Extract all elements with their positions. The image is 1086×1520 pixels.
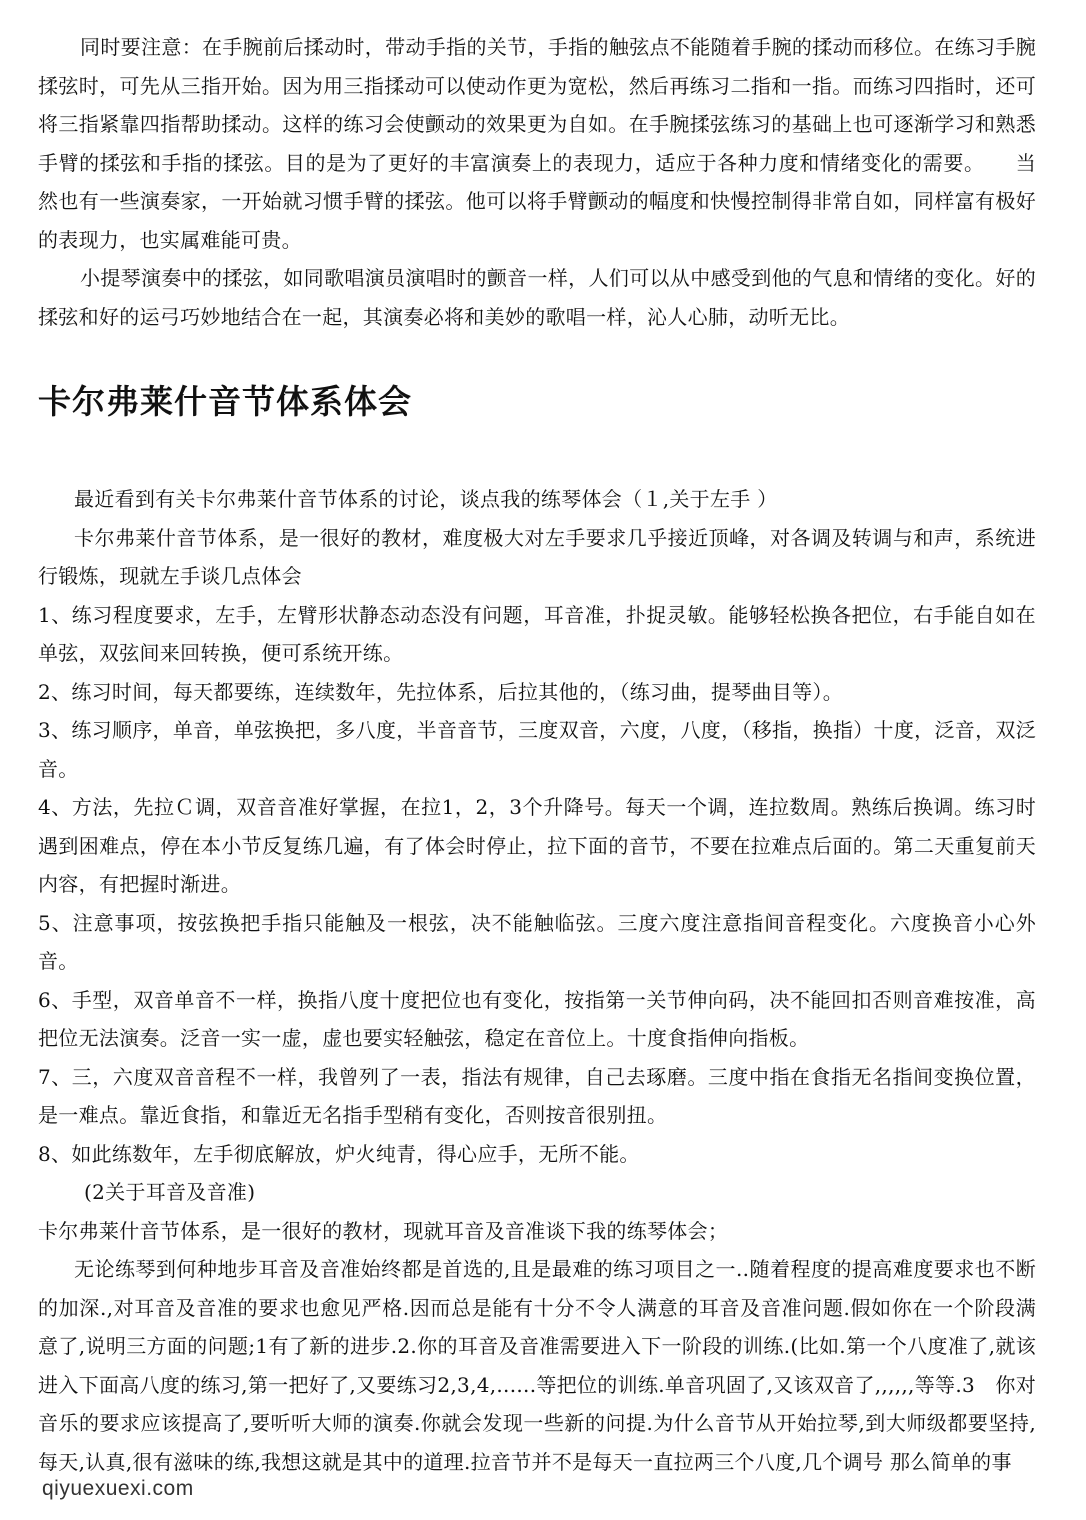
section-title: 卡尔弗莱什音节体系体会 [38, 382, 412, 421]
paragraph-vibrato-wrist: 同时要注意：在手腕前后揉动时，带动手指的关节，手指的触弦点不能随着手腕的揉动而移位。在练习手腕揉弦时，可先从三指开始。因为用三指揉动可以使动作更为宽松，然后再练习二指和一指。而练习四指时，还可将三指紧靠四指帮助揉动。这样的练习会使颤动的效果更为自如。在手腕揉弦练习的基础上也可逐渐学习和熟悉手臂的揉弦和手指的揉弦。目的是为了更好的丰富演奏上的表现力，适应于各种力度和情绪变化的需要。 当然也有一些演奏家，一开始就习惯手臂的揉弦。他可以将手臂颤动的幅度和快慢控制得非常自如，同样富有极好的表现力，也实属难能可贵。 [38, 35, 1036, 252]
paragraph-ear-intro: 卡尔弗莱什音节体系，是一很好的教材，现就耳音及音准谈下我的练琴体会； [38, 1218, 729, 1243]
list-item: 1、练习程度要求，左手，左臂形状静态动态没有问题，耳音准，扑捉灵敏。能够轻松换各把位，右手能自如在单弦，双弦间来回转换，便可系统开练。 [38, 602, 1036, 665]
list-item: 8、如此练数年，左手彻底解放，炉火纯青，得心应手，无所不能。 [38, 1141, 640, 1166]
list-item: 6、手型，双音单音不一样，换指八度十度把位也有变化，按指第一关节伸向码，决不能回扣否则音难按准，高把位无法演奏。泛音一实一虚，虚也要实轻触弦，稳定在音位上。十度食指伸向指板。 [38, 987, 1036, 1050]
list-item: 5、注意事项，按弦换把手指只能触及一根弦，决不能触临弦。三度六度注意指间音程变化。六度换音小心外音。 [38, 910, 1036, 973]
paragraph-vibrato-summary: 小提琴演奏中的揉弦，如同歌唱演员演唱时的颤音一样，人们可以从中感受到他的气息和情绪的变化。好的揉弦和好的运弓巧妙地结合在一起，其演奏必将和美妙的歌唱一样，沁人心肺，动听无比。 [38, 266, 1036, 329]
watermark-logo: qiyuexuexi.com [38, 1477, 198, 1501]
paragraph-ear-long: 无论练琴到何种地步耳音及音准始终都是首选的,且是最难的练习项目之一..随着程度的提高难度要求也不断的加深.,对耳音及音准的要求也愈见严格.因而总是能有十分不令人满意的耳音及音准问题.假如你在一个阶段满意了,说明三方面的问题;1有了新的进步.2.你的耳音及音准需要进入下一阶段的训练.(比如.第一个八度准了,就该进入下面高八度的练习,第一把好了,又要练习2,3,4,......等把位的训练.单音巩固了,又该双音了,,,,,,等等.3 你对音乐的要求应该提高了,要听听大师的演奏.你就会发现一些新的问提.为什么音节从开始拉琴,到大师级都要坚持,每天,认真,很有滋味的练,我想这就是其中的道理.拉音节并不是每天一直拉两三个八度,几个调号 那么简单的事 [38, 1257, 1036, 1474]
paragraph-intro: 最近看到有关卡尔弗莱什音节体系的讨论，谈点我的练琴体会（１,关于左手 ） [74, 487, 778, 511]
paragraph-intro-2: 卡尔弗莱什音节体系，是一很好的教材，难度极大对左手要求几乎接近顶峰，对各调及转调与和声，系统进行锻炼，现就左手谈几点体会 [38, 525, 1036, 588]
list-item: 4、方法，先拉Ｃ调，双音音准好掌握，在拉1，2，3个升降号。每天一个调，连拉数周。熟练后换调。练习时遇到困难点，停在本小节反复练几遍，有了体会时停止，拉下面的音节，不要在拉难点后面的。第二天重复前天内容，有把握时渐进。 [38, 795, 1036, 896]
list-item: 7、三，六度双音音程不一样，我曾列了一表，指法有规律，自己去琢磨。三度中指在食指无名指间变换位置，是一难点。靠近食指，和靠近无名指手型稍有变化，否则按音很别扭。 [38, 1064, 1036, 1127]
list-item: 3、练习顺序，单音，单弦换把，多八度，半音音节，三度双音，六度，八度，（移指，换指）十度，泛音，双泛音。 [38, 718, 1036, 781]
subsection-heading: (2关于耳音及音准) [84, 1180, 256, 1204]
list-item: 2、练习时间，每天都要练，连续数年，先拉体系，后拉其他的，（练习曲，提琴曲目等）。 [38, 679, 844, 704]
document-body [38, 28, 1036, 1481]
